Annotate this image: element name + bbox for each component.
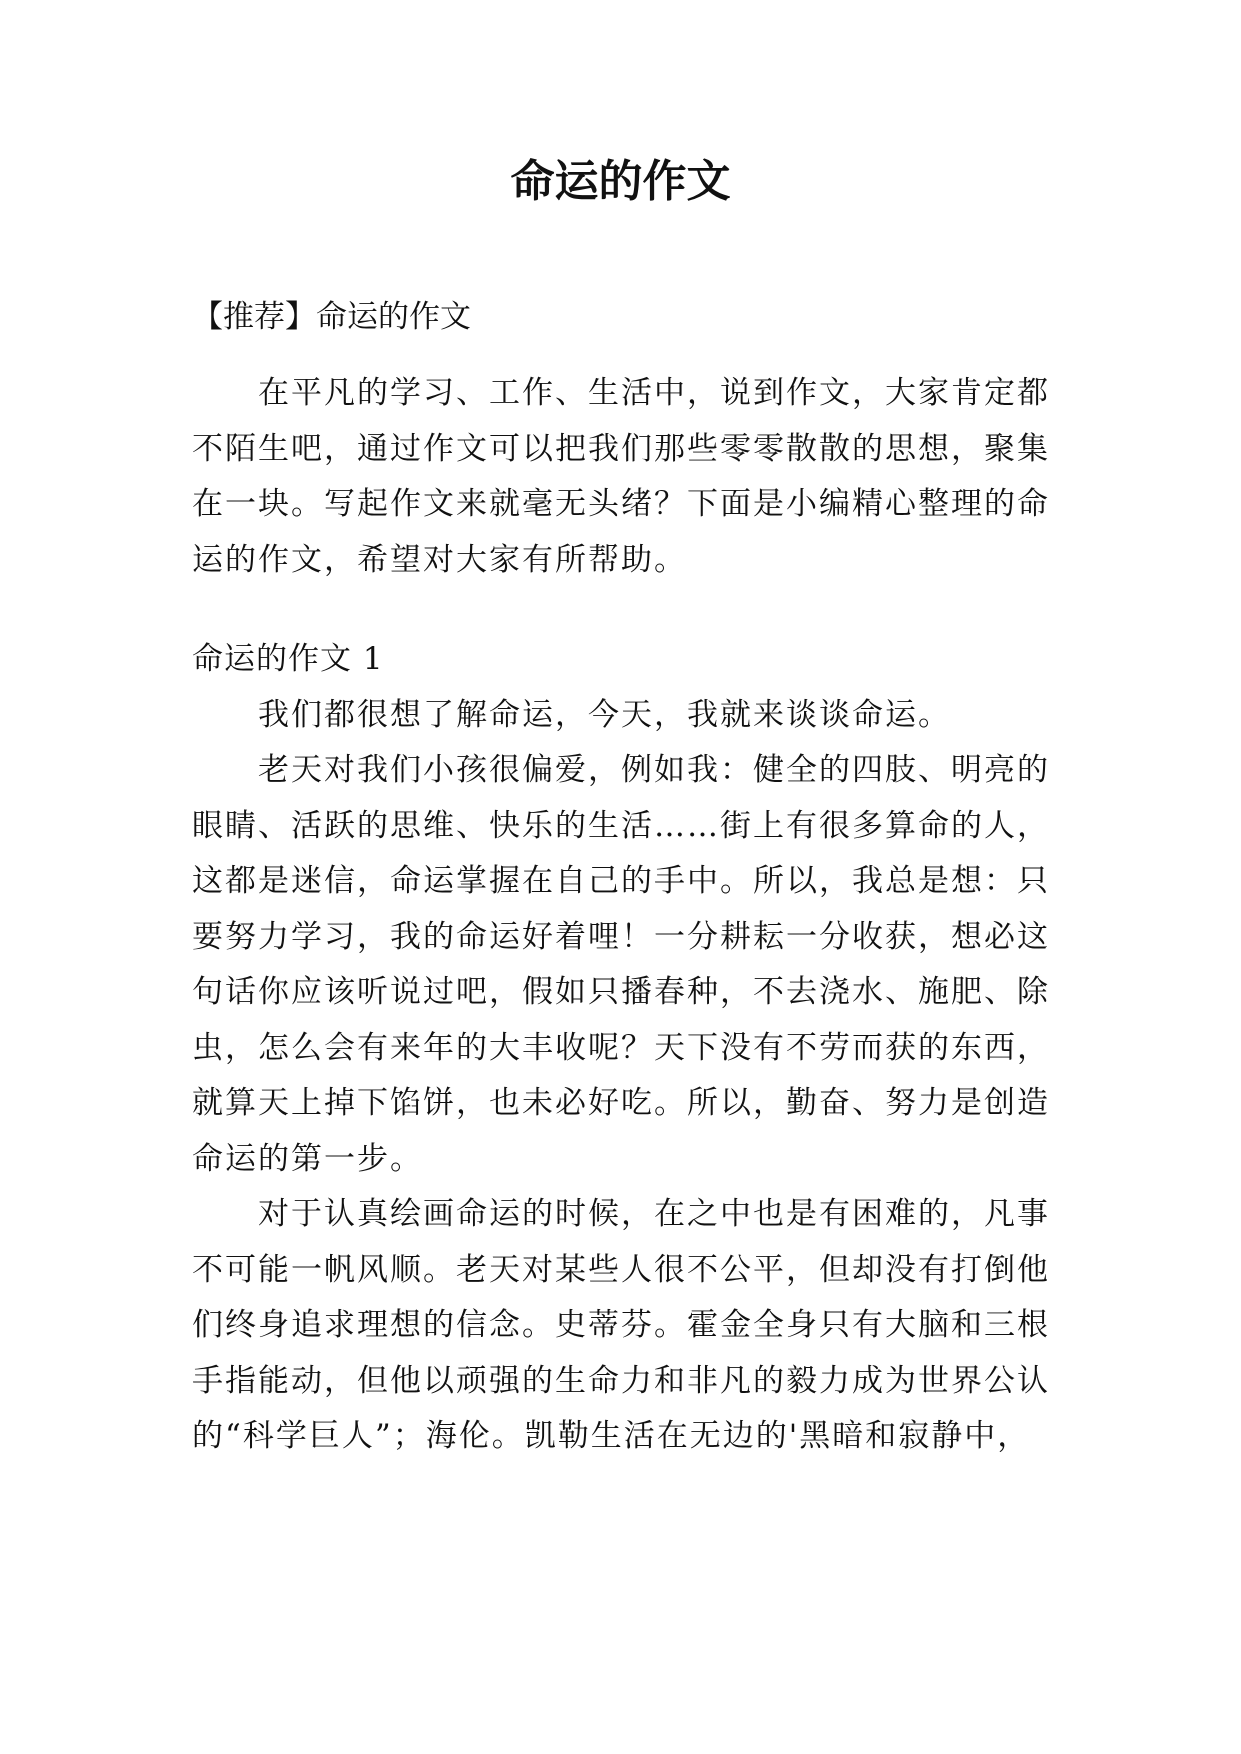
paragraph-line: 的“科学巨人”；海伦。凯勒生活在无边的'黑暗和寂静中，: [192, 1418, 1031, 1454]
paragraph-line: 就算天上掉下馅饼，也未必好吃。所以，勤奋、努力是创造: [192, 1085, 1050, 1121]
intro-line: 在一块。写起作文来就毫无头绪？下面是小编精心整理的命: [192, 486, 1050, 522]
paragraph-line: 这都是迷信，命运掌握在自己的手中。所以，我总是想：只: [192, 863, 1050, 899]
intro-line: 不陌生吧，通过作文可以把我们那些零零散散的思想，聚集: [192, 431, 1050, 467]
paragraph-line: 虫，怎么会有来年的大丰收呢？天下没有不劳而获的东西，: [192, 1030, 1050, 1066]
paragraph-line: 对于认真绘画命运的时候，在之中也是有困难的，凡事: [258, 1196, 1050, 1232]
paragraph-line: 我们都很想了解命运，今天，我就来谈谈命运。: [258, 697, 951, 733]
document-title: 命运的作文: [510, 156, 731, 207]
intro-line: 运的作文，希望对大家有所帮助。: [192, 542, 687, 578]
recommend-line: 【推荐】命运的作文: [192, 299, 471, 335]
paragraph-line: 们终身追求理想的信念。史蒂芬。霍金全身只有大脑和三根: [192, 1307, 1050, 1343]
paragraph-line: 手指能动，但他以顽强的生命力和非凡的毅力成为世界公认: [192, 1363, 1050, 1399]
paragraph-line: 句话你应该听说过吧，假如只播春种，不去浇水、施肥、除: [192, 974, 1050, 1010]
section-heading: 命运的作文 1: [192, 641, 384, 677]
paragraph-line: 眼睛、活跃的思维、快乐的生活……街上有很多算命的人，: [192, 808, 1050, 844]
paragraph-line: 不可能一帆风顺。老天对某些人很不公平，但却没有打倒他: [192, 1252, 1050, 1288]
paragraph-line: 老天对我们小孩很偏爱，例如我：健全的四肢、明亮的: [258, 752, 1050, 788]
intro-line: 在平凡的学习、工作、生活中，说到作文，大家肯定都: [258, 375, 1050, 411]
paragraph-line: 要努力学习，我的命运好着哩！一分耕耘一分收获，想必这: [192, 919, 1050, 955]
paragraph-line: 命运的第一步。: [192, 1141, 423, 1177]
